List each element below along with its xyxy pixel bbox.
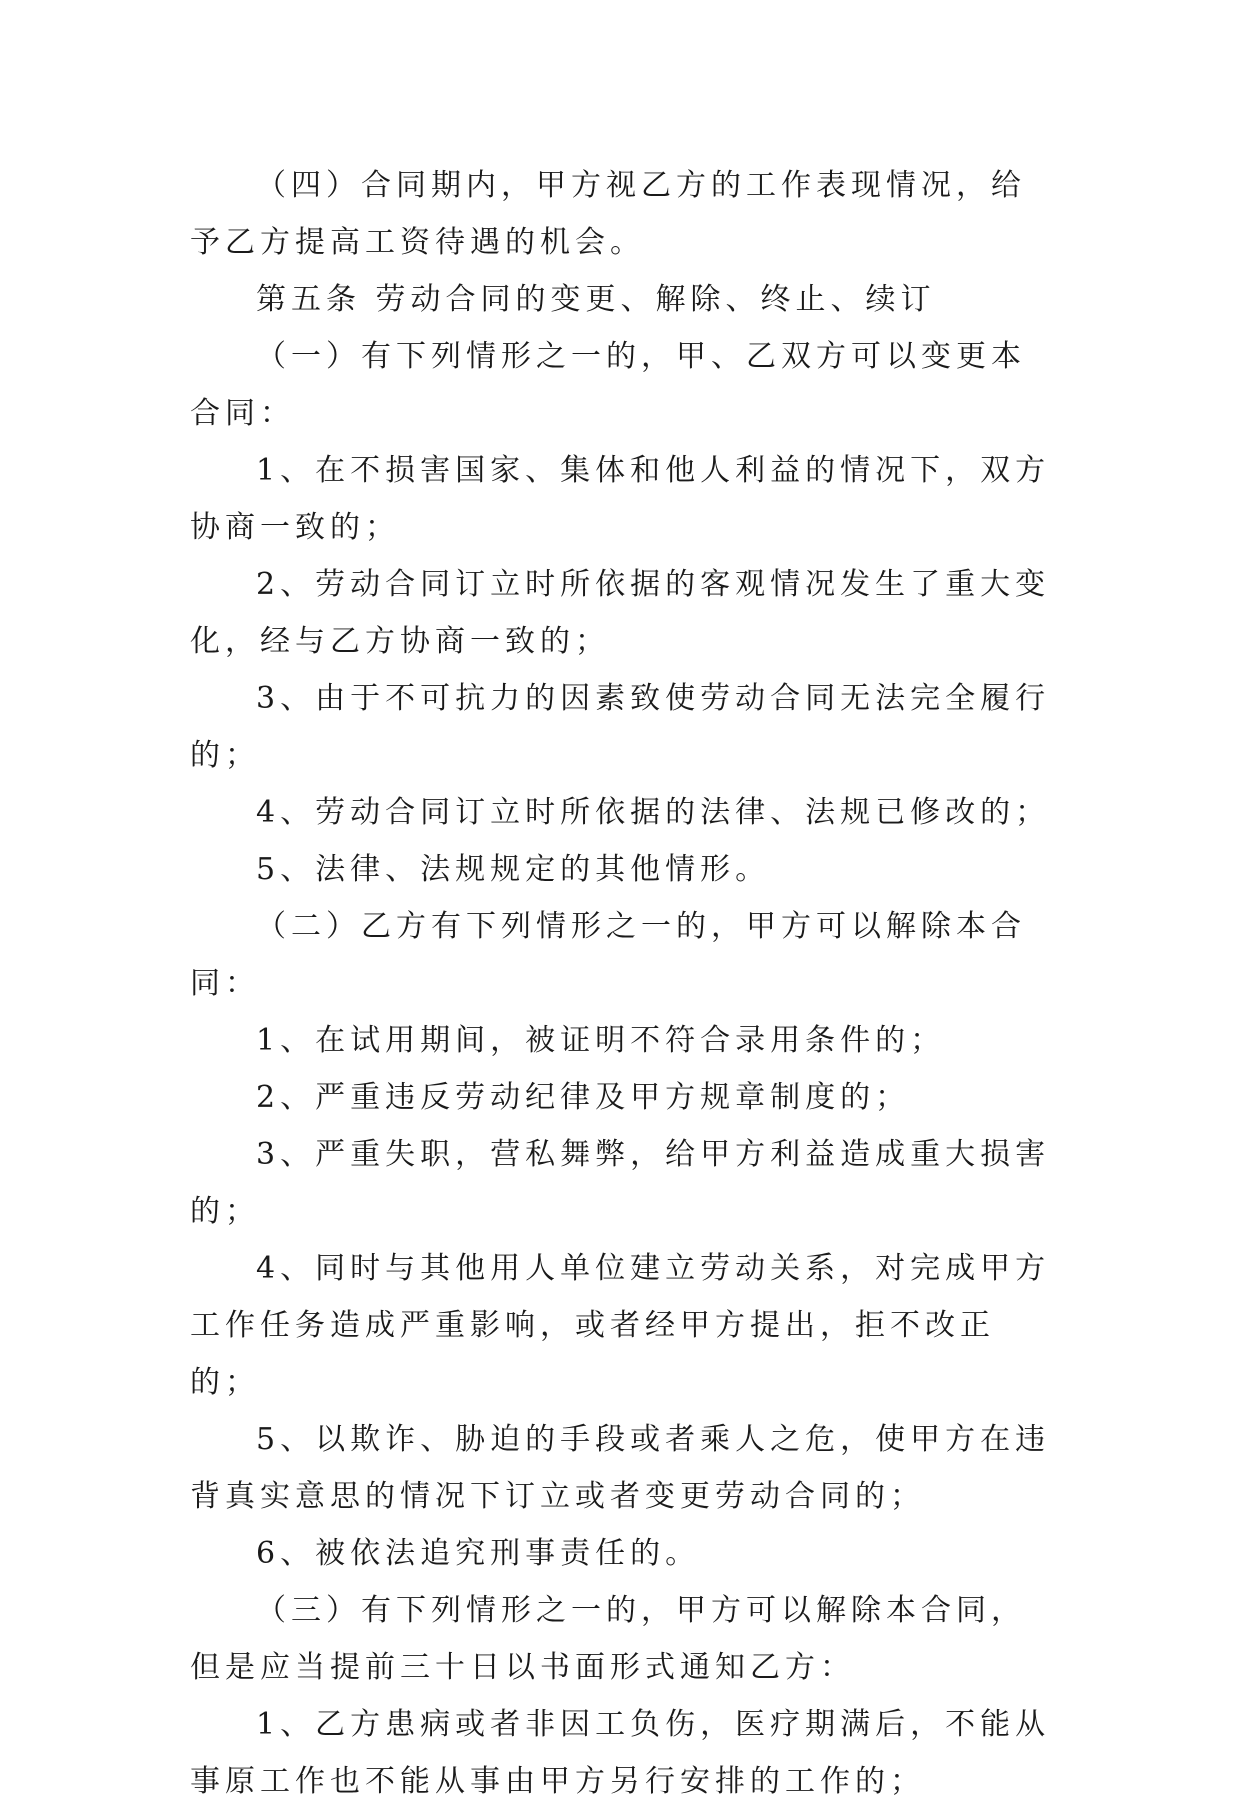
clause-2-item-3: 3、严重失职，营私舞弊，给甲方利益造成重大损害的； — [190, 1137, 1051, 1229]
clause-2-item-6: 6、被依法追究刑事责任的。 — [256, 1536, 701, 1571]
clause-2-item-1: 1、在试用期间，被证明不符合录用条件的； — [256, 1023, 946, 1058]
clause-1-item-4: 4、劳动合同订立时所依据的法律、法规已修改的； — [256, 795, 1051, 830]
contract-body — [190, 157, 1060, 1810]
clause-2-item-2: 2、严重违反劳动纪律及甲方规章制度的； — [256, 1080, 911, 1115]
clause-1-item-5: 5、法律、法规规定的其他情形。 — [256, 852, 771, 887]
clause-2-heading: （二）乙方有下列情形之一的，甲方可以解除本合同： — [190, 909, 1026, 1001]
clause-1-item-3: 3、由于不可抗力的因素致使劳动合同无法完全履行的； — [190, 681, 1051, 773]
clause-2-item-5: 5、以欺诈、胁迫的手段或者乘人之危，使甲方在违背真实意思的情况下订立或者变更劳动合同的； — [190, 1422, 1051, 1514]
clause-2-item-4: 4、同时与其他用人单位建立劳动关系，对完成甲方工作任务造成严重影响，或者经甲方提出，拒不改正的； — [190, 1251, 1051, 1400]
clause-1-heading: （一）有下列情形之一的，甲、乙双方可以变更本合同： — [190, 339, 1026, 431]
clause-3-heading: （三）有下列情形之一的，甲方可以解除本合同，但是应当提前三十日以书面形式通知乙方： — [190, 1593, 1026, 1685]
clause-1-item-2: 2、劳动合同订立时所依据的客观情况发生了重大变化，经与乙方协商一致的； — [190, 567, 1051, 659]
clause-1-item-1: 1、在不损害国家、集体和他人利益的情况下，双方协商一致的； — [190, 453, 1051, 545]
paragraph-4-raise: （四）合同期内，甲方视乙方的工作表现情况，给予乙方提高工资待遇的机会。 — [190, 168, 1026, 260]
clause-3-item-1: 1、乙方患病或者非因工负伤，医疗期满后，不能从事原工作也不能从事由甲方另行安排的工作的； — [190, 1707, 1051, 1799]
article-5-heading: 第五条 劳动合同的变更、解除、终止、续订 — [256, 282, 936, 317]
